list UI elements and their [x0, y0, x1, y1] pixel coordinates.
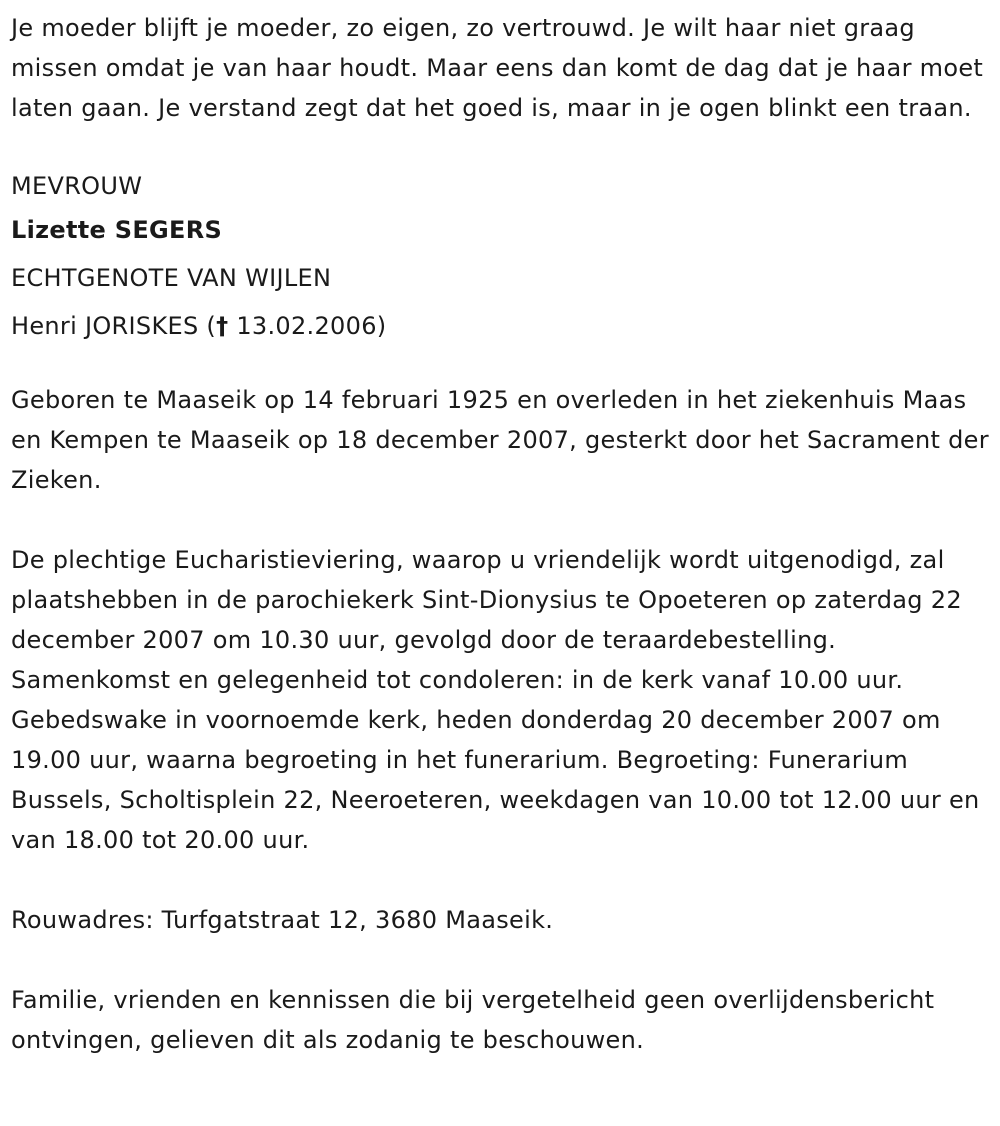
title-mevrouw: MEVROUW [11, 172, 143, 200]
spacer [11, 350, 996, 380]
spacer [11, 500, 996, 540]
ceremony-paragraph: De plechtige Eucharistieviering, waarop u vriendelijk wordt uitgenodigd, zal plaatshebben in de parochiekerk Sint-Dionysius te Opoeteren op zaterdag 22 december 2007 om 10.30 uur, gevolgd door de teraardebestelling. Samenkomst en gelegenheid tot condoleren: in de kerk vanaf 10.00 uur. Gebedswake in voornoemde kerk, heden donderdag 20 december 2007 om 19.00 uur, waarna begroeting in het funerarium. Begroeting: Funerarium Bussels, Scholtisplein 22, Neeroeteren, weekdagen van 10.00 tot 12.00 uur en van 18.00 tot 20.00 uur. [11, 546, 980, 854]
name-block [11, 166, 996, 350]
obituary-document [11, 8, 996, 1060]
intro-poem: Je moeder blijft je moeder, zo eigen, zo vertrouwd. Je wilt haar niet graag missen omdat je van haar houdt. Maar eens dan komt de dag dat je haar moet laten gaan. Je verstand zegt dat het goed is, maar in je ogen blinkt een traan. [11, 14, 984, 122]
spouse-name: Henri JORISKES [11, 312, 199, 340]
cross-icon: † [216, 312, 229, 340]
address-paragraph: Rouwadres: Turfgatstraat 12, 3680 Maaseik. [11, 906, 554, 934]
spouse-line [11, 302, 996, 350]
spouse-death-date: 13.02.2006) [236, 312, 387, 340]
spouse-open-paren: ( [206, 312, 217, 340]
relation-label: ECHTGENOTE VAN WIJLEN [11, 264, 332, 292]
birth-death-paragraph: Geboren te Maaseik op 14 februari 1925 en overleden in het ziekenhuis Maas en Kempen te Maaseik op 18 december 2007, gesterkt door het Sacrament der Zieken. [11, 386, 989, 494]
spacer [11, 860, 996, 900]
spacer [11, 940, 996, 980]
deceased-name: Lizette SEGERS [11, 216, 223, 244]
spacer [11, 128, 996, 168]
closing-paragraph: Familie, vrienden en kennissen die bij vergetelheid geen overlijdensbericht ontvingen, gelieven dit als zodanig te beschouwen. [11, 986, 935, 1054]
